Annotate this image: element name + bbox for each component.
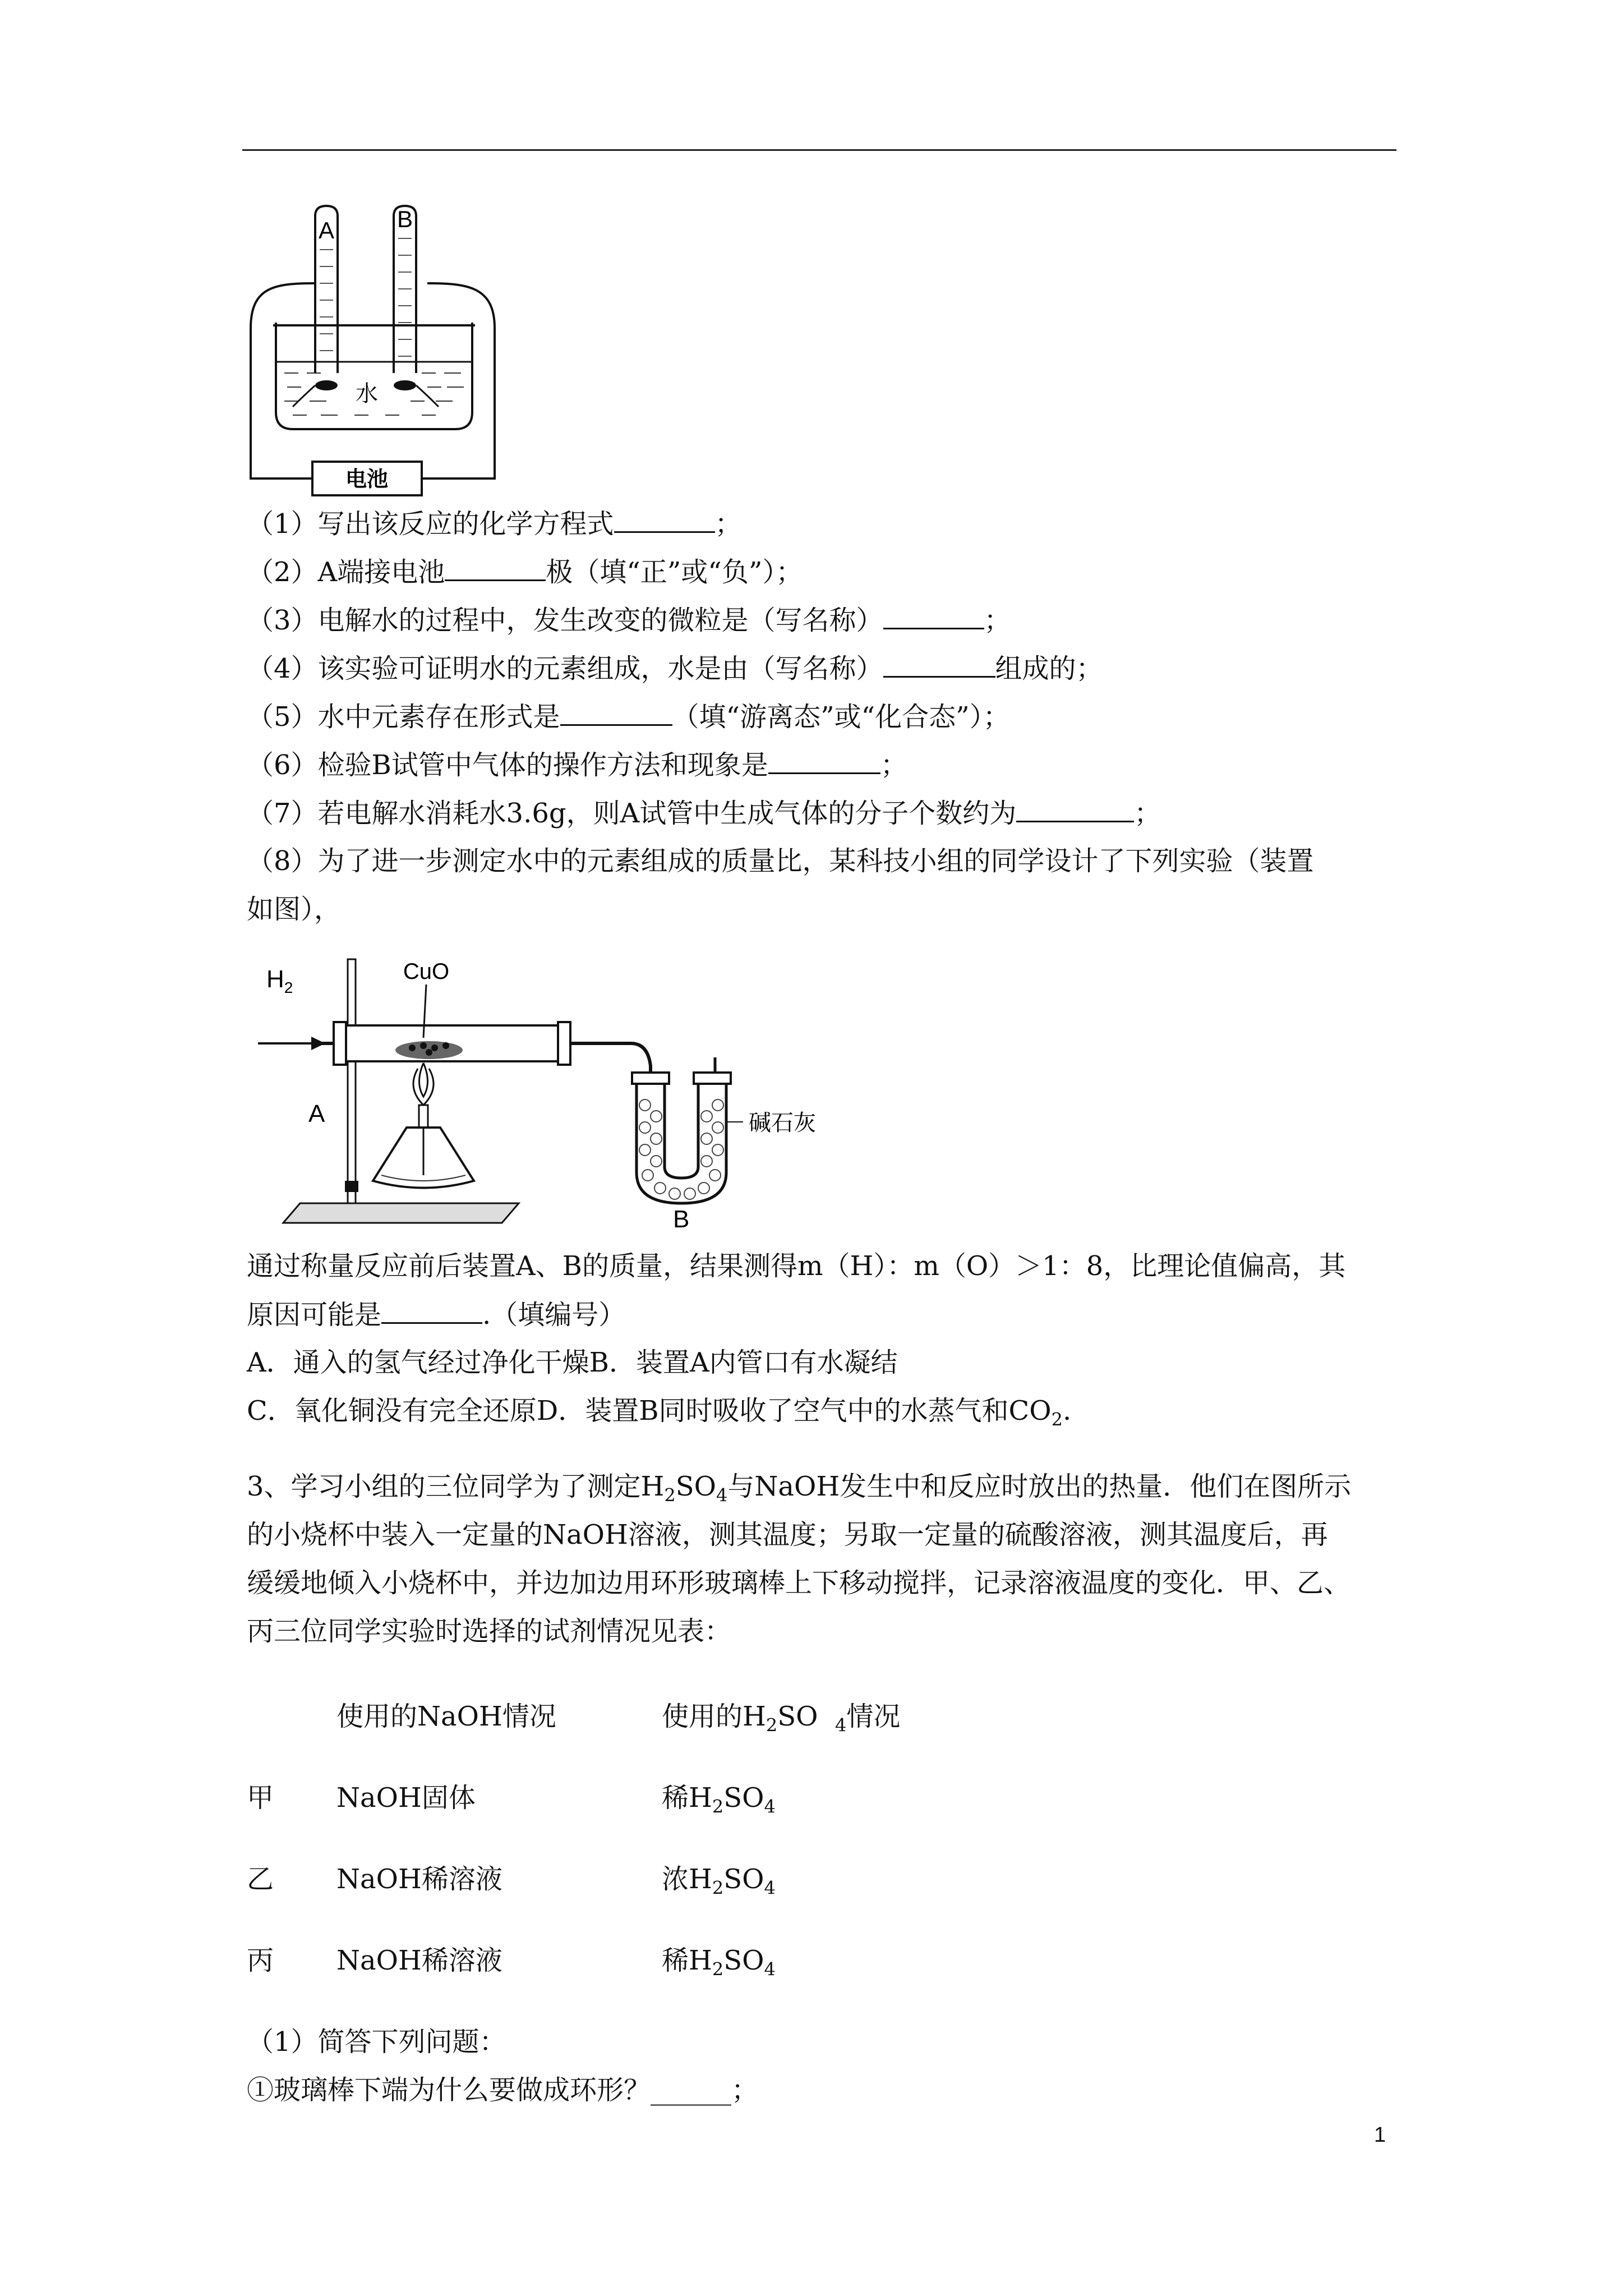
table-row-acid: 稀$H_2SO_4$ — [662, 1945, 776, 1980]
table-header-naoh: 使用的NaOH情况 — [336, 1701, 556, 1732]
q3-line-4: 丙三位同学实验时选择的试剂情况见表： — [247, 1616, 732, 1647]
table-row-name: 丙 — [247, 1945, 274, 1976]
q2-item-4: （4）该实验可证明水的元素组成，水是由（写名称） 组成的； — [247, 651, 1103, 685]
option-cd: C．氧化铜没有完全还原D．装置B同时吸收了空气中的水蒸气和$CO_2$. — [247, 1395, 1072, 1430]
q3-subquestion-1-item-1: ①玻璃棒下端为什么要做成环形？______； — [247, 2074, 759, 2106]
table-row-acid: 稀$H_2SO_4$ — [662, 1782, 776, 1818]
table-header-acid: 使用的$H_2SO$ $_4$情况 — [662, 1701, 901, 1736]
q2b-line-2: 原因可能是 .（填编号） — [247, 1297, 625, 1332]
q3-line-2: 的小烧杯中装入一定量的NaOH溶液，测其温度；另取一定量的硫酸溶液，测其温度后，再 — [247, 1519, 1328, 1550]
electrolysis-diagram — [242, 199, 506, 496]
q2-item-8: （8）为了进一步测定水中的元素组成的质量比，某科技小组的同学设计了下列实验（装置 — [247, 845, 1314, 877]
tube-a-label: A — [318, 217, 335, 243]
page-number: 1 — [1374, 2123, 1386, 2147]
water-label: 水 — [356, 381, 378, 406]
answer-blank[interactable] — [614, 507, 715, 533]
q2-item-8-cont: 如图）， — [247, 894, 342, 925]
answer-blank[interactable] — [883, 603, 984, 629]
q2-item-1: （1）写出该反应的化学方程式 ； — [247, 507, 742, 541]
answer-blank[interactable] — [560, 700, 672, 726]
answer-blank[interactable] — [1016, 796, 1134, 822]
cuo-label: CuO — [403, 959, 450, 984]
answer-blank[interactable]: ______ — [651, 2074, 732, 2106]
soda-lime-label: 碱石灰 — [749, 1111, 816, 1135]
table-row-acid: 浓$H_2SO_4$ — [662, 1864, 776, 1899]
option-ab: A．通入的氢气经过净化干燥B．装置A内管口有水凝结 — [247, 1347, 898, 1378]
table-row-naoh: NaOH稀溶液 — [336, 1864, 502, 1895]
h2-label: $H_2$ — [266, 965, 293, 996]
q2-item-3: （3）电解水的过程中，发生改变的微粒是（写名称） ； — [247, 603, 1011, 637]
answer-blank[interactable] — [883, 651, 995, 678]
answer-blank[interactable] — [768, 748, 880, 774]
q2b-line-1: 通过称量反应前后装置A、B的质量，结果测得m（H）：m（O）＞1：8，比理论值偏高，其 — [247, 1250, 1346, 1282]
apparatus-b-label: B — [673, 1205, 690, 1228]
table-row-naoh: NaOH固体 — [336, 1782, 476, 1814]
q2-item-2: （2）A端接电池 极（填“正”或“负”）； — [247, 555, 803, 589]
q3-line-1: 3、学习小组的三位同学为了测定$H_2SO_4$与NaOH发生中和反应时放出的热量．他们在图所示 — [247, 1471, 1352, 1506]
q3-subquestion-1: （1）简答下列问题： — [247, 2026, 506, 2058]
reduction-apparatus-diagram — [255, 954, 861, 1228]
header-rule — [242, 149, 1396, 151]
table-row-name: 乙 — [247, 1864, 274, 1895]
q3-line-3: 缓缓地倾入小烧杯中，并边加边用环形玻璃棒上下移动搅拌，记录溶液温度的变化．甲、乙、 — [247, 1567, 1351, 1599]
q2-item-5: （5）水中元素存在形式是 （填“游离态”或“化合态”）； — [247, 700, 1010, 734]
table-row-name: 甲 — [247, 1782, 274, 1814]
battery-label: 电池 — [345, 468, 389, 491]
answer-blank[interactable] — [445, 555, 546, 581]
apparatus-a-label: A — [308, 1100, 325, 1128]
tube-b-label: B — [396, 206, 413, 232]
q2-item-6: （6）检验B试管中气体的操作方法和现象是 ； — [247, 748, 907, 782]
q2-item-7: （7）若电解水消耗水3.6g，则A试管中生成气体的分子个数约为 ； — [247, 796, 1161, 830]
answer-blank[interactable] — [381, 1297, 482, 1324]
table-row-naoh: NaOH稀溶液 — [336, 1945, 502, 1976]
